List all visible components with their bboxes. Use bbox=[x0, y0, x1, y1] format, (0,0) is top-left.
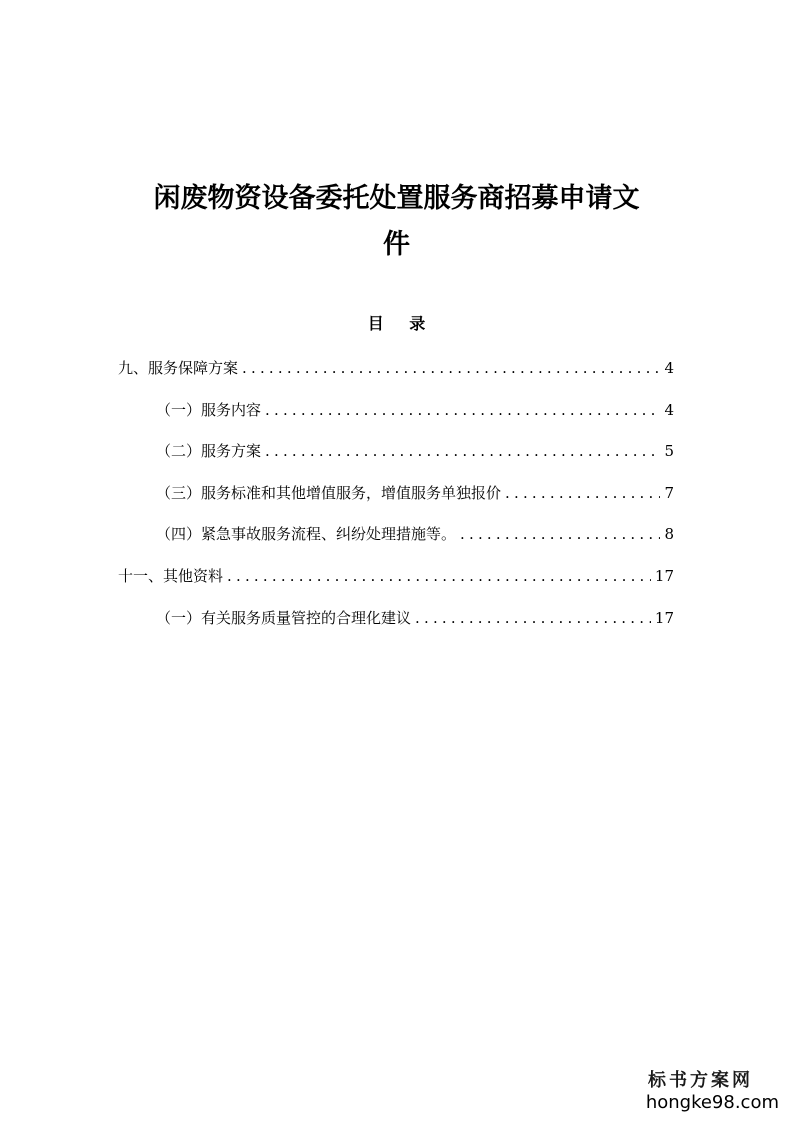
toc-dot-leader bbox=[227, 563, 651, 589]
toc-dot-leader bbox=[415, 605, 651, 631]
toc-entry[interactable] bbox=[118, 397, 674, 423]
toc-entry-page: 8 bbox=[664, 525, 674, 544]
toc-entry-page: 4 bbox=[664, 359, 674, 377]
toc-entry-page: 17 bbox=[654, 566, 674, 585]
toc-dot-leader bbox=[265, 438, 660, 464]
toc-entry-text: （二）服务方案 bbox=[156, 442, 262, 461]
toc-dot-leader bbox=[242, 355, 660, 381]
toc-entry-text: 九、服务保障方案 bbox=[118, 359, 239, 377]
toc-entry-text: 十一、其他资料 bbox=[118, 566, 224, 585]
toc-entry[interactable] bbox=[118, 480, 674, 506]
toc-dot-leader bbox=[505, 480, 660, 506]
watermark-url: hongke98.com bbox=[645, 1092, 779, 1113]
toc-entry[interactable] bbox=[118, 521, 674, 547]
toc-entry[interactable] bbox=[118, 438, 674, 464]
toc-entry-text: （三）服务标准和其他增值服务，增值服务单独报价 bbox=[156, 483, 502, 502]
toc-entry[interactable] bbox=[118, 605, 674, 631]
toc-entry-text: （四）紧急事故服务流程、纠纷处理措施等。 bbox=[156, 525, 457, 544]
toc-dot-leader bbox=[265, 397, 660, 423]
toc-entry-text: （一）有关服务质量管控的合理化建议 bbox=[156, 608, 412, 627]
toc-heading: 目 录 bbox=[367, 314, 436, 333]
watermark bbox=[639, 1070, 779, 1114]
toc-dot-leader bbox=[460, 521, 660, 547]
table-of-contents bbox=[118, 355, 674, 646]
toc-entry-page: 5 bbox=[664, 442, 674, 461]
toc-entry-page: 4 bbox=[664, 400, 674, 419]
toc-entry[interactable] bbox=[118, 563, 674, 589]
toc-entry-text: （一）服务内容 bbox=[156, 400, 262, 419]
toc-entry-page: 17 bbox=[654, 608, 674, 627]
document-title-line-1: 闲废物资设备委托处置服务商招募申请文 bbox=[153, 183, 640, 214]
document-title-line-2: 件 bbox=[383, 229, 410, 260]
document-title bbox=[110, 176, 683, 268]
watermark-brand: 标书方案网 bbox=[648, 1070, 753, 1091]
toc-entry[interactable] bbox=[118, 355, 674, 381]
toc-entry-page: 7 bbox=[664, 483, 674, 502]
